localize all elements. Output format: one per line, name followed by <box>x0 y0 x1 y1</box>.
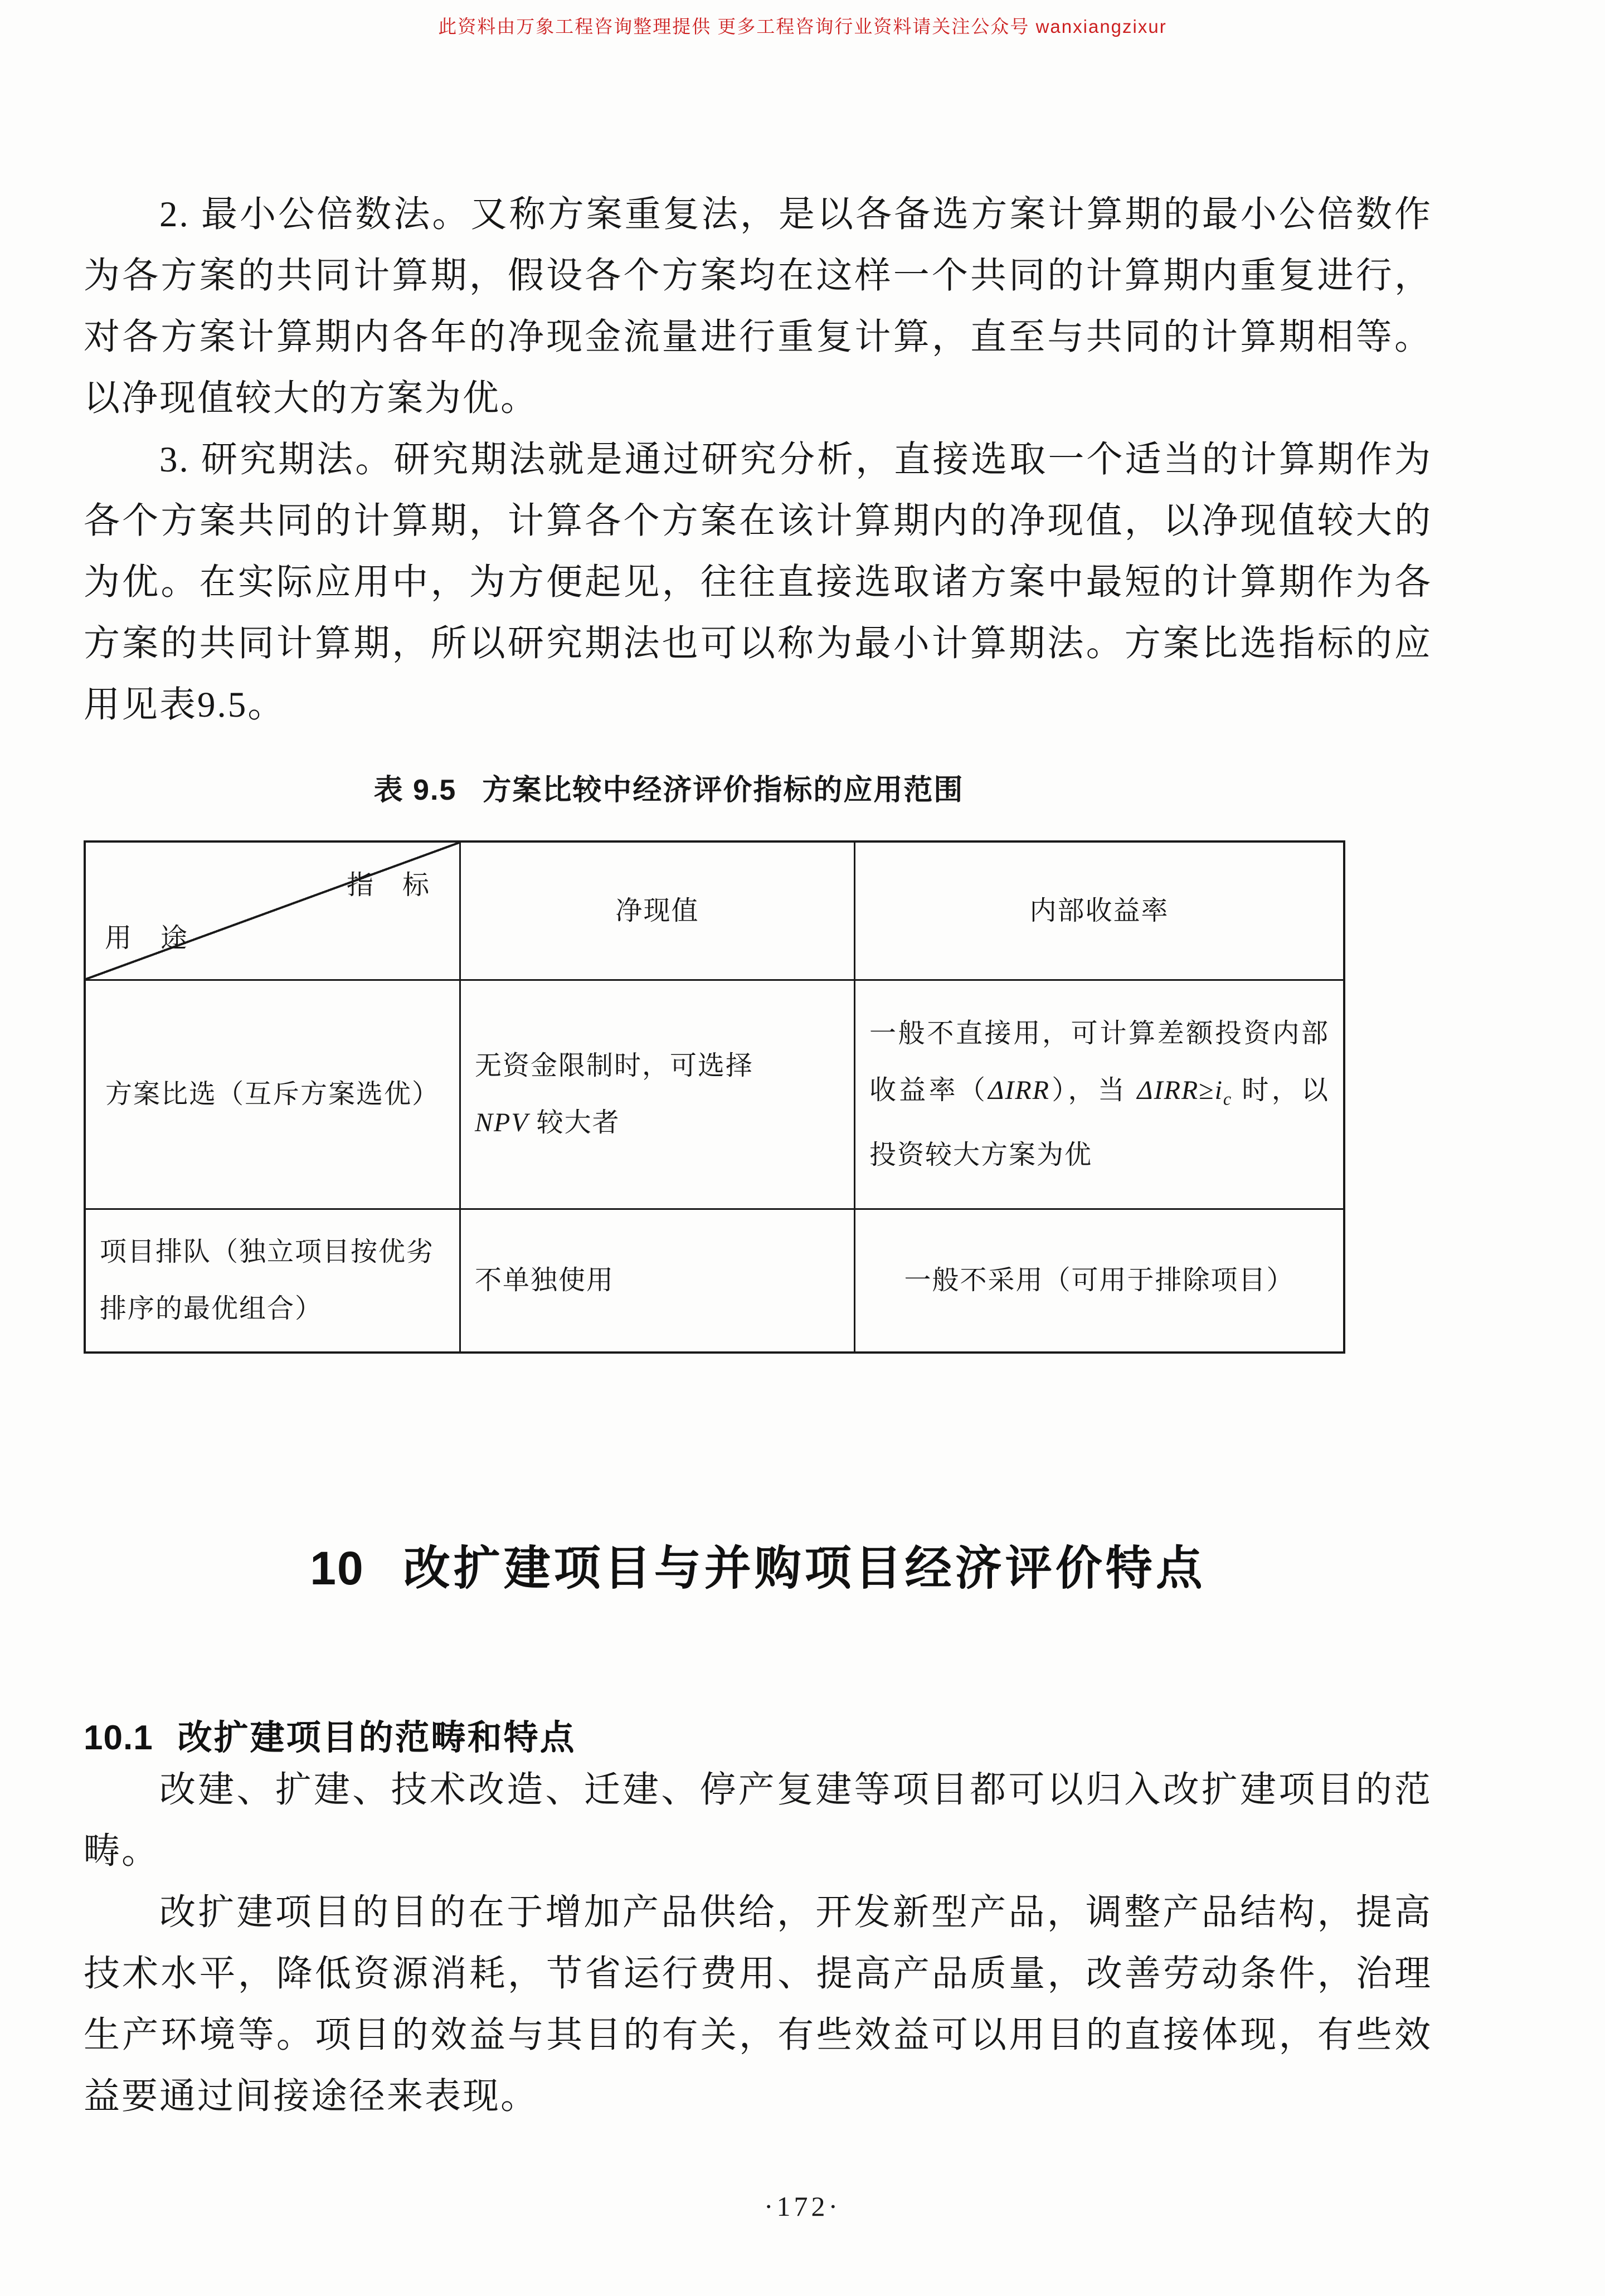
page-number: ·172· <box>763 2191 842 2222</box>
chapter-number: 10 <box>310 1542 364 1594</box>
cell-usage-ranking: 项目排队（独立项目按优劣排序的最优组合） <box>85 1209 460 1353</box>
paragraph-purpose: 改扩建项目的目的在于增加产品供给，开发新型产品，调整产品结构，提高技术水平，降低资源消耗，节省运行费用、提高产品质量，改善劳动条件，治理生产环境等。项目的效益与其目的有关，有些效益可以用目的直接体现，有些效益要通过间接途径来表现。 <box>84 1893 1432 2117</box>
chapter-heading <box>84 1531 1432 1598</box>
table-caption-title: 方案比较中经济评价指标的应用范围 <box>482 774 964 806</box>
evaluation-criteria-table <box>84 840 1345 1354</box>
cell-usage-mutually-exclusive: 方案比选（互斥方案选优） <box>85 980 460 1209</box>
section-heading <box>84 1710 1432 1759</box>
corner-label-usage: 用 途 <box>105 923 189 953</box>
chapter-title: 改扩建项目与并购项目经济评价特点 <box>403 1542 1206 1594</box>
cell-npv-guidance: 无资金限制时，可选择 NPV 较大者 <box>460 980 855 1209</box>
column-header-npv: 净现值 <box>460 841 855 980</box>
corner-label-indicator: 指 标 <box>346 870 430 900</box>
section-title: 改扩建项目的范畴和特点 <box>177 1719 576 1757</box>
table-caption-label: 表 9.5 <box>373 774 457 806</box>
watermark-notice: 此资料由万象工程咨询整理提供 更多工程咨询行业资料请关注公众号 wanxiangzixur <box>438 16 1167 37</box>
table-row-scheme-comparison <box>85 980 1344 1209</box>
paragraph-research-period-method: 3. 研究期法。研究期法就是通过研究分析，直接选取一个适当的计算期作为各个方案共同的计算期，计算各个方案在该计算期内的净现值，以净现值较大的为优。在实际应用中，为方便起见，往往直接选取诸方案中最短的计算期作为各方案的共同计算期，所以研究期法也可以称为最小计算期法。方案比选指标的应用见表9.5。 <box>84 440 1432 725</box>
paragraph-lcm-method: 2. 最小公倍数法。又称方案重复法，是以各备选方案计算期的最小公倍数作为各方案的共同计算期，假设各个方案均在这样一个共同的计算期内重复进行，对各方案计算期内各年的净现金流量进行重复计算，直至与共同的计算期相等。以净现值较大的方案为优。 <box>84 194 1432 419</box>
page-content <box>84 184 1432 2127</box>
table-9-5-block <box>84 766 1329 1354</box>
cell-irr-ranking: 一般不采用（可用于排除项目） <box>855 1209 1345 1353</box>
table-caption <box>84 766 1254 808</box>
cell-irr-guidance: 一般不直接用，可计算差额投资内部收益率（ΔIRR），当 $\Delta IRR\ge i_c$ 时，以投资较大方案为优 <box>855 980 1345 1209</box>
table-header-row <box>85 841 1344 980</box>
cell-npv-ranking: 不单独使用 <box>460 1209 855 1353</box>
table-corner-cell <box>85 841 460 980</box>
section-number: 10.1 <box>84 1719 153 1757</box>
column-header-irr: 内部收益率 <box>855 841 1345 980</box>
table-row-project-ranking <box>85 1209 1344 1353</box>
paragraph-scope: 改建、扩建、技术改造、迁建、停产复建等项目都可以归入改扩建项目的范畴。 <box>84 1770 1432 1871</box>
